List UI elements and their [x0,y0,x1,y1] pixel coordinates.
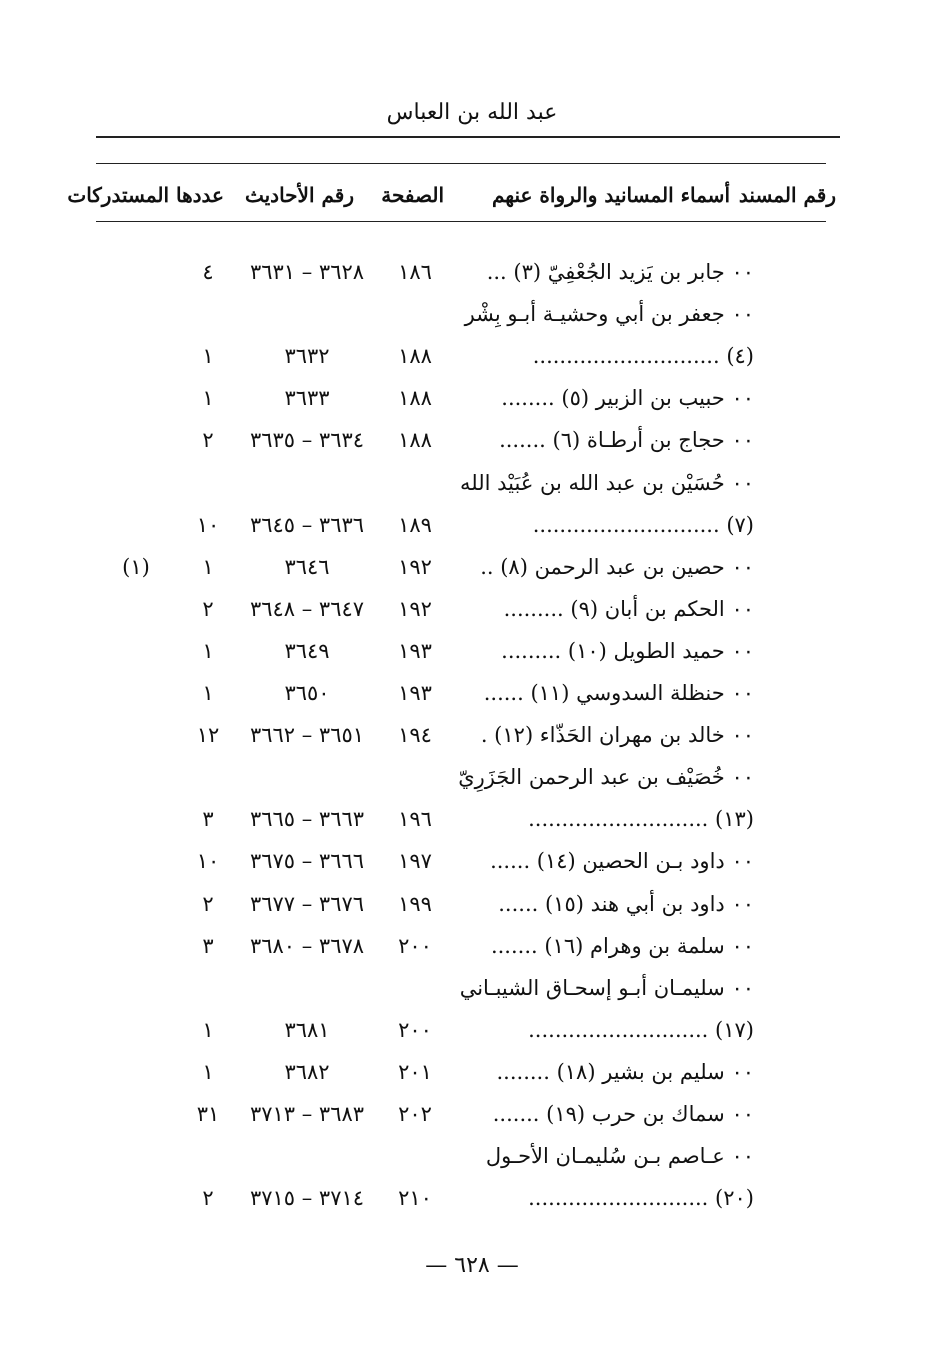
table-row [0,639,944,679]
narrator-name: ٠٠ حصين بن عبد الرحمن (٨) .. [480,554,754,579]
hadith-count-cell: ١ [202,1059,214,1084]
hadith-numbers-cell: ٣٦٧٨ – ٣٦٨٠ [249,933,365,958]
hadith-numbers-cell: ٣٦٦٣ – ٣٦٦٥ [249,807,365,832]
narrator-name: ٠٠ حجاج بن أرطـاة (٦) ....... [499,428,754,453]
narrator-name: ٠٠ داود بـن الحصين (١٤) ...... [490,849,754,874]
page-number-cell: ١٩٦ [398,807,432,832]
page-number-cell: ٢٠٢ [398,1102,432,1126]
hadith-count-cell: ٣١ [196,1102,220,1126]
table-row [0,723,944,763]
table-row [0,681,944,721]
hadith-numbers-cell: ٣٦٣٢ [284,344,330,369]
hadith-count-cell: ١ [202,638,214,663]
narrator-name: ٠٠ عـاصم بـن سُليمـان الأحـول [485,1144,754,1169]
hadith-count-cell: ٣ [202,807,214,832]
hadith-numbers-cell: ٣٦٢٨ – ٣٦٣١ [249,260,365,284]
page-number-cell: ٢٠٠ [398,1017,432,1042]
hadith-count-cell: ١٠ [196,512,220,537]
page-number-cell: ١٩٤ [398,723,432,748]
narrator-name: (٢٠) ........................... [528,1186,754,1211]
narrator-name: ٠٠ سلمة بن وهرام (١٦) ....... [490,933,754,958]
narrator-name: ٠٠ جعفر بن أبي وحشيـة أبـو بِشْر [464,302,754,327]
table-row [0,555,944,595]
narrator-name: (١٧) ........................... [528,1017,754,1042]
hadith-count-cell: ٤ [202,260,214,284]
page-number-cell: ١٩٧ [398,849,432,874]
hadith-count-cell: ١٠ [196,849,220,874]
table-row [0,386,944,426]
table-row [0,1018,944,1058]
column-header-musnad-no: رقم المسند [738,183,836,207]
hadith-count-cell: ١ [202,681,214,705]
table-row [0,976,944,1016]
hadith-numbers-cell: ٣٧١٤ – ٣٧١٥ [249,1186,365,1211]
page-number-cell: ٢١٠ [398,1186,432,1211]
table-row [0,597,944,637]
narrator-name: ٠٠ الحكم بن أبان (٩) ......... [503,596,754,621]
table-row [0,260,944,300]
hadith-numbers-cell: ٣٦٤٦ [284,554,330,579]
table-row [0,302,944,342]
hadith-numbers-cell: ٣٦٨١ [284,1017,330,1042]
narrator-name: (٧) ............................ [532,512,754,537]
page-number-cell: ١٩٩ [398,891,432,916]
running-head: عبد الله بن العباس [386,100,558,125]
page-number-cell: ٢٠١ [398,1059,432,1084]
hadith-count-cell: ٢ [202,428,214,453]
table-row [0,428,944,468]
hadith-numbers-cell: ٣٦٣٤ – ٣٦٣٥ [249,428,365,453]
page-number-cell: ٢٠٠ [398,933,432,958]
column-header-names: أسماء المسانيد والرواة عنهم [491,183,730,207]
narrator-name: ٠٠ خُصَيْف بن عبد الرحمن الجَزَرِيّ [458,765,754,790]
table-row [0,849,944,889]
table-row [0,1102,944,1142]
page-number: — ٦٢٨ — [425,1253,519,1278]
page-number-cell: ١٩٢ [398,554,432,579]
narrator-name: ٠٠ حنظلة السدوسي (١١) ...... [483,681,754,705]
hadith-numbers-cell: ٣٦٧٦ – ٣٦٧٧ [249,891,365,916]
page-number-cell: ١٩٣ [398,638,432,663]
narrator-name: ٠٠ حميد الطويل (١٠) ......... [501,638,754,663]
page-number-cell: ١٩٢ [398,596,432,621]
table-row [0,513,944,553]
top-rule [96,136,840,138]
hadith-numbers-cell: ٣٦٦٦ – ٣٦٧٥ [249,849,365,874]
column-header-hadith-no: رقم الأحاديث [244,183,354,207]
hadith-count-cell: ٢ [202,1186,214,1211]
page-number-cell: ١٨٨ [398,428,432,453]
hadith-count-cell: ٢ [202,891,214,916]
page-number-cell: ١٩٣ [398,681,432,705]
hadith-count-cell: ١ [202,554,214,579]
narrator-name: ٠٠ داود بن أبي هند (١٥) ...... [498,891,754,916]
hadith-numbers-cell: ٣٦٨٢ [284,1059,330,1084]
narrator-name: ٠٠ سليمـان أبـو إسحـاق الشيبـاني [459,975,754,1000]
page-number-cell: ١٨٨ [398,386,432,411]
hadith-count-cell: ١٢ [196,723,220,748]
table-row [0,344,944,384]
narrator-name: ٠٠ حُسَيْن بن عبد الله بن عُبَيْد الله [460,470,754,495]
page-number-cell: ١٨٨ [398,344,432,369]
narrator-name: ٠٠ خالد بن مهران الحَذّاء (١٢) . [480,723,754,748]
hadith-numbers-cell: ٣٦٥٠ [284,681,330,705]
mustadrakat-cell: (١) [122,554,150,579]
table-row [0,1144,944,1184]
hadith-numbers-cell: ٣٦٣٣ [284,386,330,411]
page-number-cell: ١٨٦ [398,260,432,284]
hadith-count-cell: ١ [202,1017,214,1042]
narrator-name: ٠٠ جابر بن يَزيد الجُعْفِيّ (٣) ... [486,260,754,284]
narrator-name: ٠٠ سليم بن بشير (١٨) ........ [496,1059,754,1084]
hadith-numbers-cell: ٣٦٨٣ – ٣٧١٣ [249,1102,365,1126]
narrator-name: ٠٠ سماك بن حرب (١٩) ....... [492,1102,754,1126]
column-header-page: الصفحة [381,183,444,207]
page-number-cell: ١٨٩ [398,512,432,537]
header-top-rule [96,163,826,164]
hadith-count-cell: ٣ [202,933,214,958]
hadith-count-cell: ١ [202,344,214,369]
column-header-count-mustadrakat: عددها المستدركات [67,183,224,207]
table-row [0,471,944,511]
table-row [0,1186,944,1226]
table-row [0,892,944,932]
table-row [0,807,944,847]
narrator-name: (١٣) ........................... [528,807,754,832]
hadith-count-cell: ٢ [202,596,214,621]
hadith-numbers-cell: ٣٦٤٩ [284,638,330,663]
hadith-numbers-cell: ٣٦٣٦ – ٣٦٤٥ [249,512,365,537]
table-row [0,1060,944,1100]
hadith-numbers-cell: ٣٦٥١ – ٣٦٦٢ [249,723,365,748]
narrator-name: ٠٠ حبيب بن الزبير (٥) ........ [501,386,754,411]
hadith-numbers-cell: ٣٦٤٧ – ٣٦٤٨ [249,596,365,621]
hadith-count-cell: ١ [202,386,214,411]
header-bottom-rule [96,221,826,222]
table-row [0,934,944,974]
narrator-name: (٤) ............................ [532,344,754,369]
table-row [0,765,944,805]
